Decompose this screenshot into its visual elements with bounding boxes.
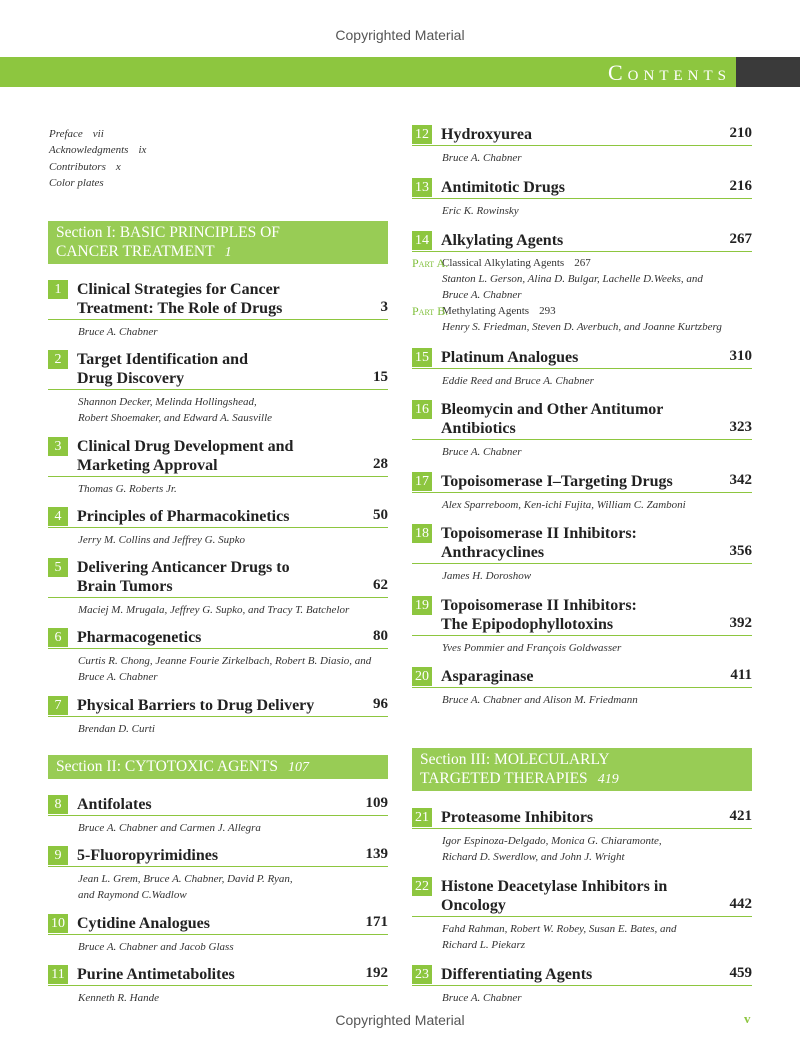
chapter-authors: Igor Espinoza-Delgado, Monica G. Chiaramonte, Richard D. Swerdlow, and John J. Wright [442, 835, 662, 863]
chapter-number: 17 [412, 472, 432, 491]
chapter-page: 216 [729, 178, 752, 194]
chapter-entry-15[interactable] [412, 348, 752, 389]
chapter-page: 392 [729, 615, 752, 631]
chapter-title: Alkylating Agents [441, 232, 564, 249]
chapter-entry-21[interactable] [412, 808, 752, 865]
chapter-title: Delivering Anticancer Drugs to Brain Tumors [77, 559, 290, 595]
chapter-title: Cytidine Analogues [77, 915, 210, 932]
chapter-entry-16[interactable] [412, 400, 752, 460]
chapter-entry-4[interactable] [48, 507, 388, 548]
chapter-number: 22 [412, 877, 432, 896]
chapter-authors: Bruce A. Chabner [442, 992, 522, 1004]
chapter-number: 16 [412, 400, 432, 419]
chapter-entry-17[interactable] [412, 472, 752, 513]
page-title: Contents [607, 60, 731, 85]
chapter-title: Pharmacogenetics [77, 629, 202, 646]
chapter-title: Asparaginase [441, 668, 534, 685]
chapter-authors: Kenneth R. Hande [78, 992, 159, 1004]
chapter-number: 8 [48, 795, 68, 814]
chapter-number: 18 [412, 524, 432, 543]
chapter-number: 23 [412, 965, 432, 984]
chapter-entry-12[interactable] [412, 125, 752, 166]
chapter-part-b[interactable]: Part B. Methylating Agents 293 Henry S. Friedman, Steven D. Averbuch, and Joanne Kurtzberg [412, 304, 722, 333]
chapter-entry-3[interactable] [48, 437, 388, 497]
chapter-page: 3 [380, 299, 388, 315]
chapter-authors: Maciej M. Mrugala, Jeffrey G. Supko, and Tracy T. Batchelor [78, 604, 350, 616]
chapter-entry-11[interactable] [48, 965, 388, 1006]
chapter-authors: Brendan D. Curti [78, 723, 155, 735]
chapter-page: 310 [729, 348, 752, 364]
chapter-title: Bleomycin and Other Antitumor Antibiotics [441, 401, 664, 437]
part-label: Part A. [412, 256, 449, 270]
chapter-authors: Bruce A. Chabner [442, 446, 522, 458]
chapter-authors: Curtis R. Chong, Jeanne Fourie Zirkelbach, Robert B. Diasio, and Bruce A. Chabner [78, 655, 372, 683]
chapter-number: 15 [412, 348, 432, 367]
chapter-entry-7[interactable] [48, 696, 388, 737]
copyright-watermark-top: Copyrighted Material [335, 27, 465, 43]
chapter-entry-2[interactable] [48, 350, 388, 426]
copyright-watermark-bottom: Copyrighted Material [335, 1012, 465, 1028]
chapter-entry-18[interactable] [412, 524, 752, 584]
chapter-authors: James H. Doroshow [442, 570, 532, 582]
chapter-title: Proteasome Inhibitors [441, 809, 594, 826]
chapter-title: Histone Deacetylase Inhibitors in Oncology [441, 878, 668, 914]
page-folio: v [744, 1011, 751, 1026]
chapter-page: 267 [729, 231, 752, 247]
chapter-authors: Yves Pommier and François Goldwasser [442, 642, 622, 654]
chapter-title: 5-Fluoropyrimidines [77, 847, 219, 864]
chapter-authors: Eddie Reed and Bruce A. Chabner [442, 375, 594, 387]
chapter-entry-6[interactable] [48, 628, 388, 685]
header-dark-block [736, 57, 800, 87]
chapter-entry-23[interactable] [412, 965, 752, 1006]
chapter-authors: Fahd Rahman, Robert W. Robey, Susan E. Bates, and Richard L. Piekarz [442, 923, 677, 951]
section-heading-2[interactable]: Section II: CYTOTOXIC AGENTS 107 [48, 755, 388, 779]
chapter-page: 96 [373, 696, 388, 712]
chapter-authors: Eric K. Rowinsky [442, 205, 519, 217]
chapter-authors: Bruce A. Chabner and Alison M. Friedmann [442, 694, 638, 706]
chapter-authors: Jerry M. Collins and Jeffrey G. Supko [78, 534, 245, 546]
chapter-number: 9 [48, 846, 68, 865]
chapter-authors: Bruce A. Chabner [442, 152, 522, 164]
chapter-authors: Alex Sparreboom, Ken-ichi Fujita, William C. Zamboni [442, 499, 686, 511]
chapter-number: 20 [412, 667, 432, 686]
chapter-page: 459 [729, 965, 752, 981]
chapter-title: Clinical Strategies for Cancer Treatment: The Role of Drugs [77, 281, 283, 317]
chapter-entry-19[interactable] [412, 596, 752, 656]
front-matter-item[interactable]: Contributors x [49, 160, 121, 173]
chapter-page: 15 [373, 369, 388, 385]
chapter-entry-20[interactable] [412, 667, 752, 708]
chapter-number: 19 [412, 596, 432, 615]
chapter-authors: Shannon Decker, Melinda Hollingshead, Robert Shoemaker, and Edward A. Sausville [78, 396, 273, 424]
section-heading-1[interactable]: Section I: BASIC PRINCIPLES OF CANCER TREATMENT 1 [48, 221, 388, 264]
chapter-title: Topoisomerase II Inhibitors: The Epipodophyllotoxins [441, 597, 637, 633]
front-matter-item[interactable]: Preface vii [49, 128, 104, 140]
chapter-page: 411 [730, 667, 752, 683]
chapter-number: 4 [48, 507, 68, 526]
chapter-title: Platinum Analogues [441, 349, 579, 366]
chapter-page: 210 [729, 125, 752, 141]
chapter-number: 7 [48, 696, 68, 715]
chapter-parts [412, 255, 752, 335]
chapter-entry-10[interactable] [48, 914, 388, 955]
chapter-entry-5[interactable] [48, 558, 388, 618]
chapter-number: 12 [412, 125, 432, 144]
chapter-authors: Bruce A. Chabner [78, 326, 158, 338]
chapter-entry-9[interactable] [48, 846, 388, 903]
chapter-page: 50 [373, 507, 388, 523]
front-matter-item[interactable]: Color plates [49, 176, 104, 189]
chapter-page: 139 [365, 846, 388, 862]
chapter-title: Physical Barriers to Drug Delivery [77, 697, 315, 714]
chapter-title: Antifolates [77, 796, 152, 813]
chapter-number: 6 [48, 628, 68, 647]
chapter-page: 356 [729, 543, 752, 559]
chapter-number: 1 [48, 280, 68, 299]
chapter-authors: Thomas G. Roberts Jr. [78, 483, 177, 495]
chapter-title: Target Identification and Drug Discovery [77, 351, 248, 387]
chapter-authors: Bruce A. Chabner and Jacob Glass [78, 941, 234, 953]
chapter-page: 323 [729, 419, 752, 435]
chapter-page: 80 [373, 628, 388, 644]
chapter-number: 5 [48, 558, 68, 577]
chapter-number: 2 [48, 350, 68, 369]
chapter-title: Hydroxyurea [441, 126, 532, 143]
chapter-title: Antimitotic Drugs [441, 179, 565, 196]
chapter-page: 171 [365, 914, 388, 930]
chapter-title: Topoisomerase I–Targeting Drugs [441, 473, 673, 490]
section-heading-3[interactable]: Section III: MOLECULARLY TARGETED THERAPIES 419 [412, 748, 752, 791]
chapter-entry-1[interactable] [48, 280, 388, 340]
chapter-number: 3 [48, 437, 68, 456]
chapter-page: 442 [729, 896, 752, 912]
chapter-number: 21 [412, 808, 432, 827]
chapter-authors: Jean L. Grem, Bruce A. Chabner, David P. Ryan, and Raymond C.Wadlow [78, 873, 293, 901]
chapter-part-a[interactable]: Part A. Classical Alkylating Agents 267 Stanton L. Gerson, Alina D. Bulgar, Lachelle D.Weeks, and Bruce A. Chabner [412, 256, 703, 301]
chapter-title: Purine Antimetabolites [77, 966, 235, 983]
chapter-authors: Bruce A. Chabner and Carmen J. Allegra [78, 822, 261, 834]
chapter-page: 28 [373, 456, 388, 472]
chapter-number: 10 [48, 914, 68, 933]
chapter-page: 62 [373, 577, 388, 593]
chapter-page: 421 [729, 808, 752, 824]
chapter-title: Principles of Pharmacokinetics [77, 508, 290, 525]
chapter-page: 192 [365, 965, 388, 981]
chapter-entry-22[interactable] [412, 877, 752, 953]
chapter-title: Clinical Drug Development and Marketing Approval [77, 438, 294, 474]
front-matter-list [49, 126, 146, 191]
chapter-page: 342 [729, 472, 752, 488]
chapter-page: 109 [365, 795, 388, 811]
chapter-title: Differentiating Agents [441, 966, 593, 983]
chapter-entry-14[interactable] [412, 231, 752, 335]
chapter-entry-13[interactable] [412, 178, 752, 219]
chapter-number: 11 [48, 965, 68, 984]
front-matter-item[interactable]: Acknowledgments ix [49, 144, 147, 157]
chapter-title: Topoisomerase II Inhibitors: Anthracyclines [441, 525, 637, 561]
chapter-entry-8[interactable] [48, 795, 388, 836]
chapter-number: 14 [412, 231, 432, 250]
chapter-number: 13 [412, 178, 432, 197]
part-label: Part B. [412, 304, 449, 318]
